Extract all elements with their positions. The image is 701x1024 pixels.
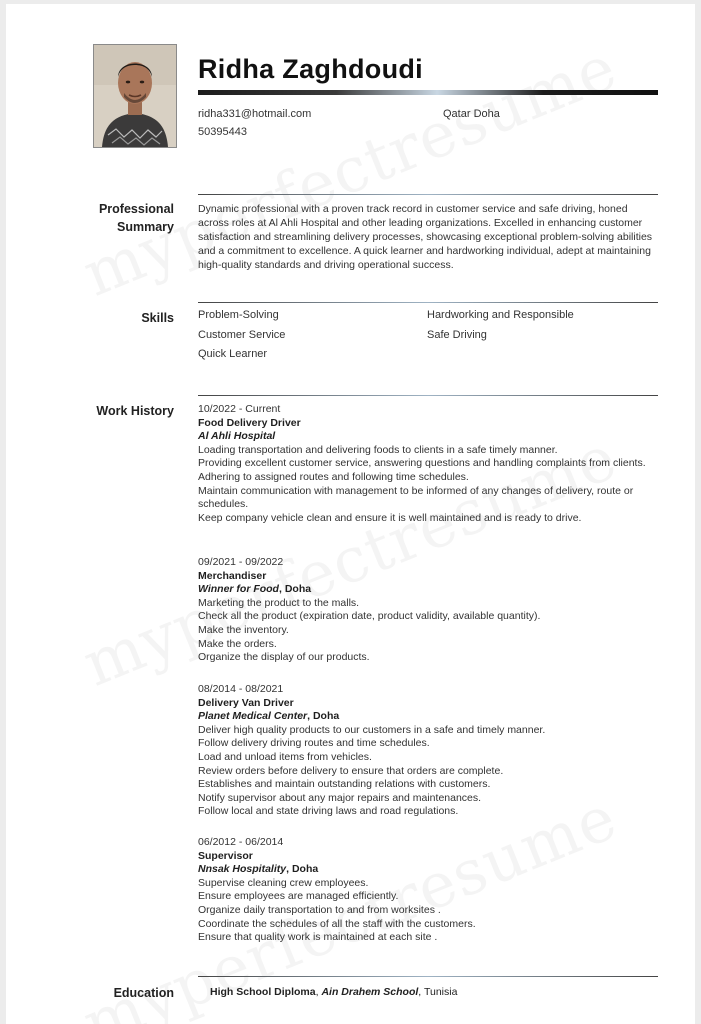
summary-heading-line2: Summary <box>117 220 174 234</box>
job-duty: Make the inventory. <box>198 623 289 636</box>
section-divider <box>198 976 658 977</box>
job-duties <box>198 597 668 665</box>
summary-heading-line1: Professional <box>98 202 174 216</box>
job-duty: Follow delivery driving routes and time schedules. <box>198 737 430 750</box>
education-heading: Education <box>113 986 174 1000</box>
job-entry <box>198 683 668 819</box>
location: Qatar Doha <box>443 108 500 120</box>
job-employer: Nnsak Hospitality <box>198 863 287 876</box>
skill-item: Safe Driving <box>427 329 487 341</box>
job-duty: Ensure that quality work is maintained at each site . <box>198 931 438 944</box>
job-duty: Loading transportation and delivering foods to clients in a safe timely manner. <box>198 443 558 456</box>
job-dates: 06/2012 - 06/2014 <box>198 836 284 848</box>
job-duty: Keep company vehicle clean and ensure it is well maintained and is ready to drive. <box>198 511 582 524</box>
person-photo-icon <box>94 45 176 147</box>
job-entry <box>198 556 668 665</box>
job-duty: Establishes and maintain outstanding relations with customers. <box>198 778 491 791</box>
education-school: Ain Drahem School <box>321 986 419 998</box>
job-duty: Load and unload items from vehicles. <box>198 750 372 763</box>
skill-item: Hardworking and Responsible <box>427 309 574 321</box>
job-employer: Planet Medical Center <box>198 710 308 723</box>
job-title: Merchandiser <box>198 569 267 582</box>
job-duty: Marketing the product to the malls. <box>198 596 360 609</box>
skill-item: Quick Learner <box>198 348 268 360</box>
job-duty: Adhering to assigned routes and following time schedules. <box>198 470 469 483</box>
job-duty: Maintain communication with management to be informed of any changes of delivery, route or schedules. <box>198 484 634 511</box>
job-duties <box>198 724 668 819</box>
job-duty: Follow local and state driving laws and road regulations. <box>198 805 459 818</box>
resume-page <box>6 4 695 1024</box>
profile-photo <box>93 44 177 148</box>
email[interactable]: ridha331@hotmail.com <box>198 108 312 120</box>
job-title: Supervisor <box>198 849 253 862</box>
job-employer: Winner for Food <box>198 583 279 596</box>
job-duty: Make the orders. <box>198 637 277 650</box>
education-entry: High School Diploma, Ain Drahem School, Tunisia <box>210 986 458 998</box>
job-dates: 08/2014 - 08/2021 <box>198 683 284 695</box>
education-degree: High School Diploma <box>210 986 316 998</box>
job-duties <box>198 444 668 526</box>
job-dates: 09/2021 - 09/2022 <box>198 556 284 568</box>
job-title: Food Delivery Driver <box>198 416 301 429</box>
job-duty: Supervise cleaning crew employees. <box>198 876 369 889</box>
job-duty: Providing excellent customer service, answering questions and handling complaints from clients. <box>198 457 646 470</box>
job-entry <box>198 836 668 945</box>
candidate-name: Ridha Zaghdoudi <box>198 54 423 84</box>
section-divider <box>198 194 658 195</box>
job-dates: 10/2022 - Current <box>198 403 281 415</box>
job-duty: Organize daily transportation to and from worksites . <box>198 903 441 916</box>
section-divider <box>198 302 658 303</box>
job-duties <box>198 877 668 945</box>
job-duty: Organize the display of our products. <box>198 651 370 664</box>
summary-heading <box>24 200 174 236</box>
summary-text: Dynamic professional with a proven track record in customer service and safe driving, honed across roles at Al Ahli Hospital and other leading organizations. Excelled in enhancing customer satisfaction and streamlining delivery processes, showcasing exceptional problem-solving abilities and a commitment to excellence. A quick learner and hardworking individual, adept at maintaining high-quality standards and driving operational success. <box>198 203 653 271</box>
job-title: Delivery Van Driver <box>198 696 294 709</box>
job-duty: Check all the product (expiration date, product validity, available quantity). <box>198 610 541 623</box>
phone[interactable]: 50395443 <box>198 126 247 138</box>
skill-item: Customer Service <box>198 329 286 341</box>
job-employer: Al Ahli Hospital <box>198 430 276 443</box>
section-divider <box>198 395 658 396</box>
job-entry <box>198 403 668 525</box>
skills-heading: Skills <box>141 311 174 325</box>
job-duty: Notify supervisor about any major repairs and maintenances. <box>198 791 482 804</box>
job-duty: Ensure employees are managed efficiently. <box>198 890 399 903</box>
job-duty: Deliver high quality products to our customers in a safe and timely manner. <box>198 723 546 736</box>
header-divider <box>198 90 658 95</box>
job-location: , Doha <box>307 710 340 723</box>
work-history-heading: Work History <box>96 404 174 418</box>
education-location: Tunisia <box>423 986 458 998</box>
skill-item: Problem-Solving <box>198 309 279 321</box>
job-location: , Doha <box>286 863 319 876</box>
job-location: , Doha <box>278 583 312 596</box>
job-duty: Coordinate the schedules of all the staff with the customers. <box>198 917 476 930</box>
job-duty: Review orders before delivery to ensure that orders are complete. <box>198 764 504 777</box>
